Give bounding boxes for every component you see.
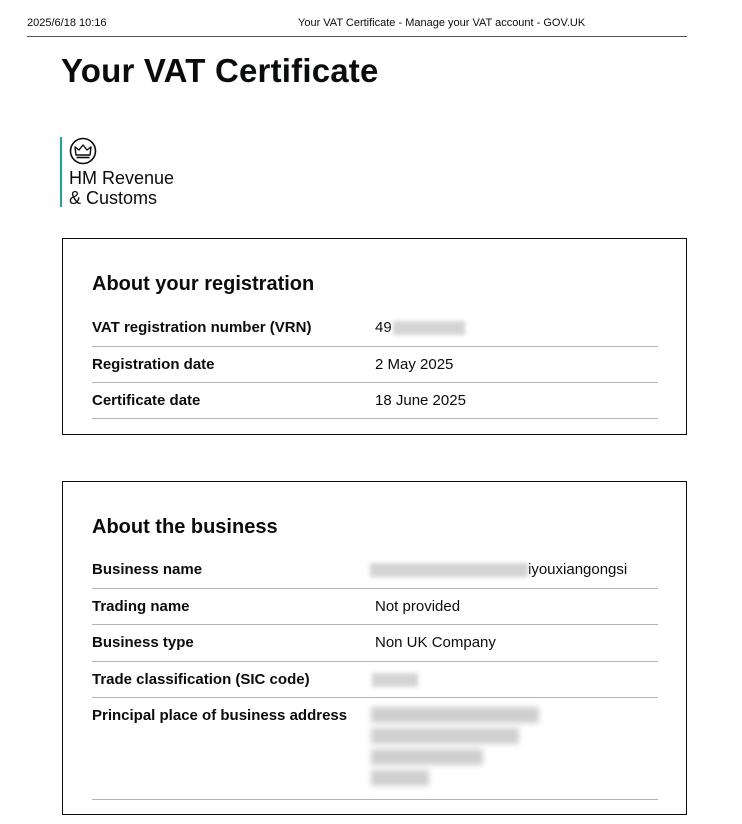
vrn-visible: 49 [375, 319, 392, 336]
hmrc-logo [60, 137, 190, 207]
redacted-block [370, 563, 528, 577]
page-title: Your VAT Certificate [61, 52, 379, 89]
crown-crest-icon [69, 137, 97, 165]
redacted-block [372, 673, 418, 687]
logo-text [69, 168, 190, 208]
redacted-block [371, 728, 519, 744]
registration-heading: About your registration [92, 273, 315, 295]
summary-value: 18 June 2025 [375, 392, 466, 409]
print-datetime: 2025/6/18 10:16 [27, 17, 107, 29]
logo-line-1: HM Revenue [69, 168, 175, 188]
summary-key: Trade classification (SIC code) [92, 671, 310, 688]
summary-value: 2 May 2025 [375, 356, 454, 373]
business-panel [62, 481, 687, 815]
print-page-title: Your VAT Certificate - Manage your VAT account - GOV.UK [298, 17, 586, 29]
registration-panel [62, 238, 687, 435]
summary-row-business-type [92, 625, 658, 662]
summary-value-sic-code [372, 671, 418, 688]
summary-row-trading-name [92, 589, 658, 625]
redacted-block [371, 770, 429, 786]
redacted-block [371, 749, 483, 765]
summary-key: Business name [92, 561, 203, 578]
summary-row-registration-date [92, 347, 658, 383]
logo-line-2: & Customs [69, 188, 158, 208]
summary-key: Certificate date [92, 392, 201, 409]
summary-value-vrn [375, 319, 465, 336]
summary-key: Registration date [92, 356, 215, 373]
summary-key: Principal place of business address [92, 707, 348, 724]
summary-key: Business type [92, 634, 194, 651]
summary-row-sic-code [92, 662, 658, 698]
summary-row-certificate-date [92, 383, 658, 419]
summary-key: VAT registration number (VRN) [92, 319, 312, 336]
summary-key: Trading name [92, 598, 190, 615]
summary-value-business-name [370, 561, 627, 578]
print-header [27, 17, 687, 37]
summary-row-business-name [92, 553, 658, 589]
summary-row-vrn [92, 311, 658, 347]
summary-row-address [92, 698, 658, 800]
business-heading: About the business [92, 516, 278, 538]
redacted-block [393, 321, 465, 335]
summary-value-address [371, 707, 551, 789]
business-name-visible: iyouxiangongsi [528, 561, 628, 578]
redacted-block [371, 707, 539, 723]
summary-value: Not provided [375, 598, 461, 615]
summary-value: Non UK Company [375, 634, 496, 651]
